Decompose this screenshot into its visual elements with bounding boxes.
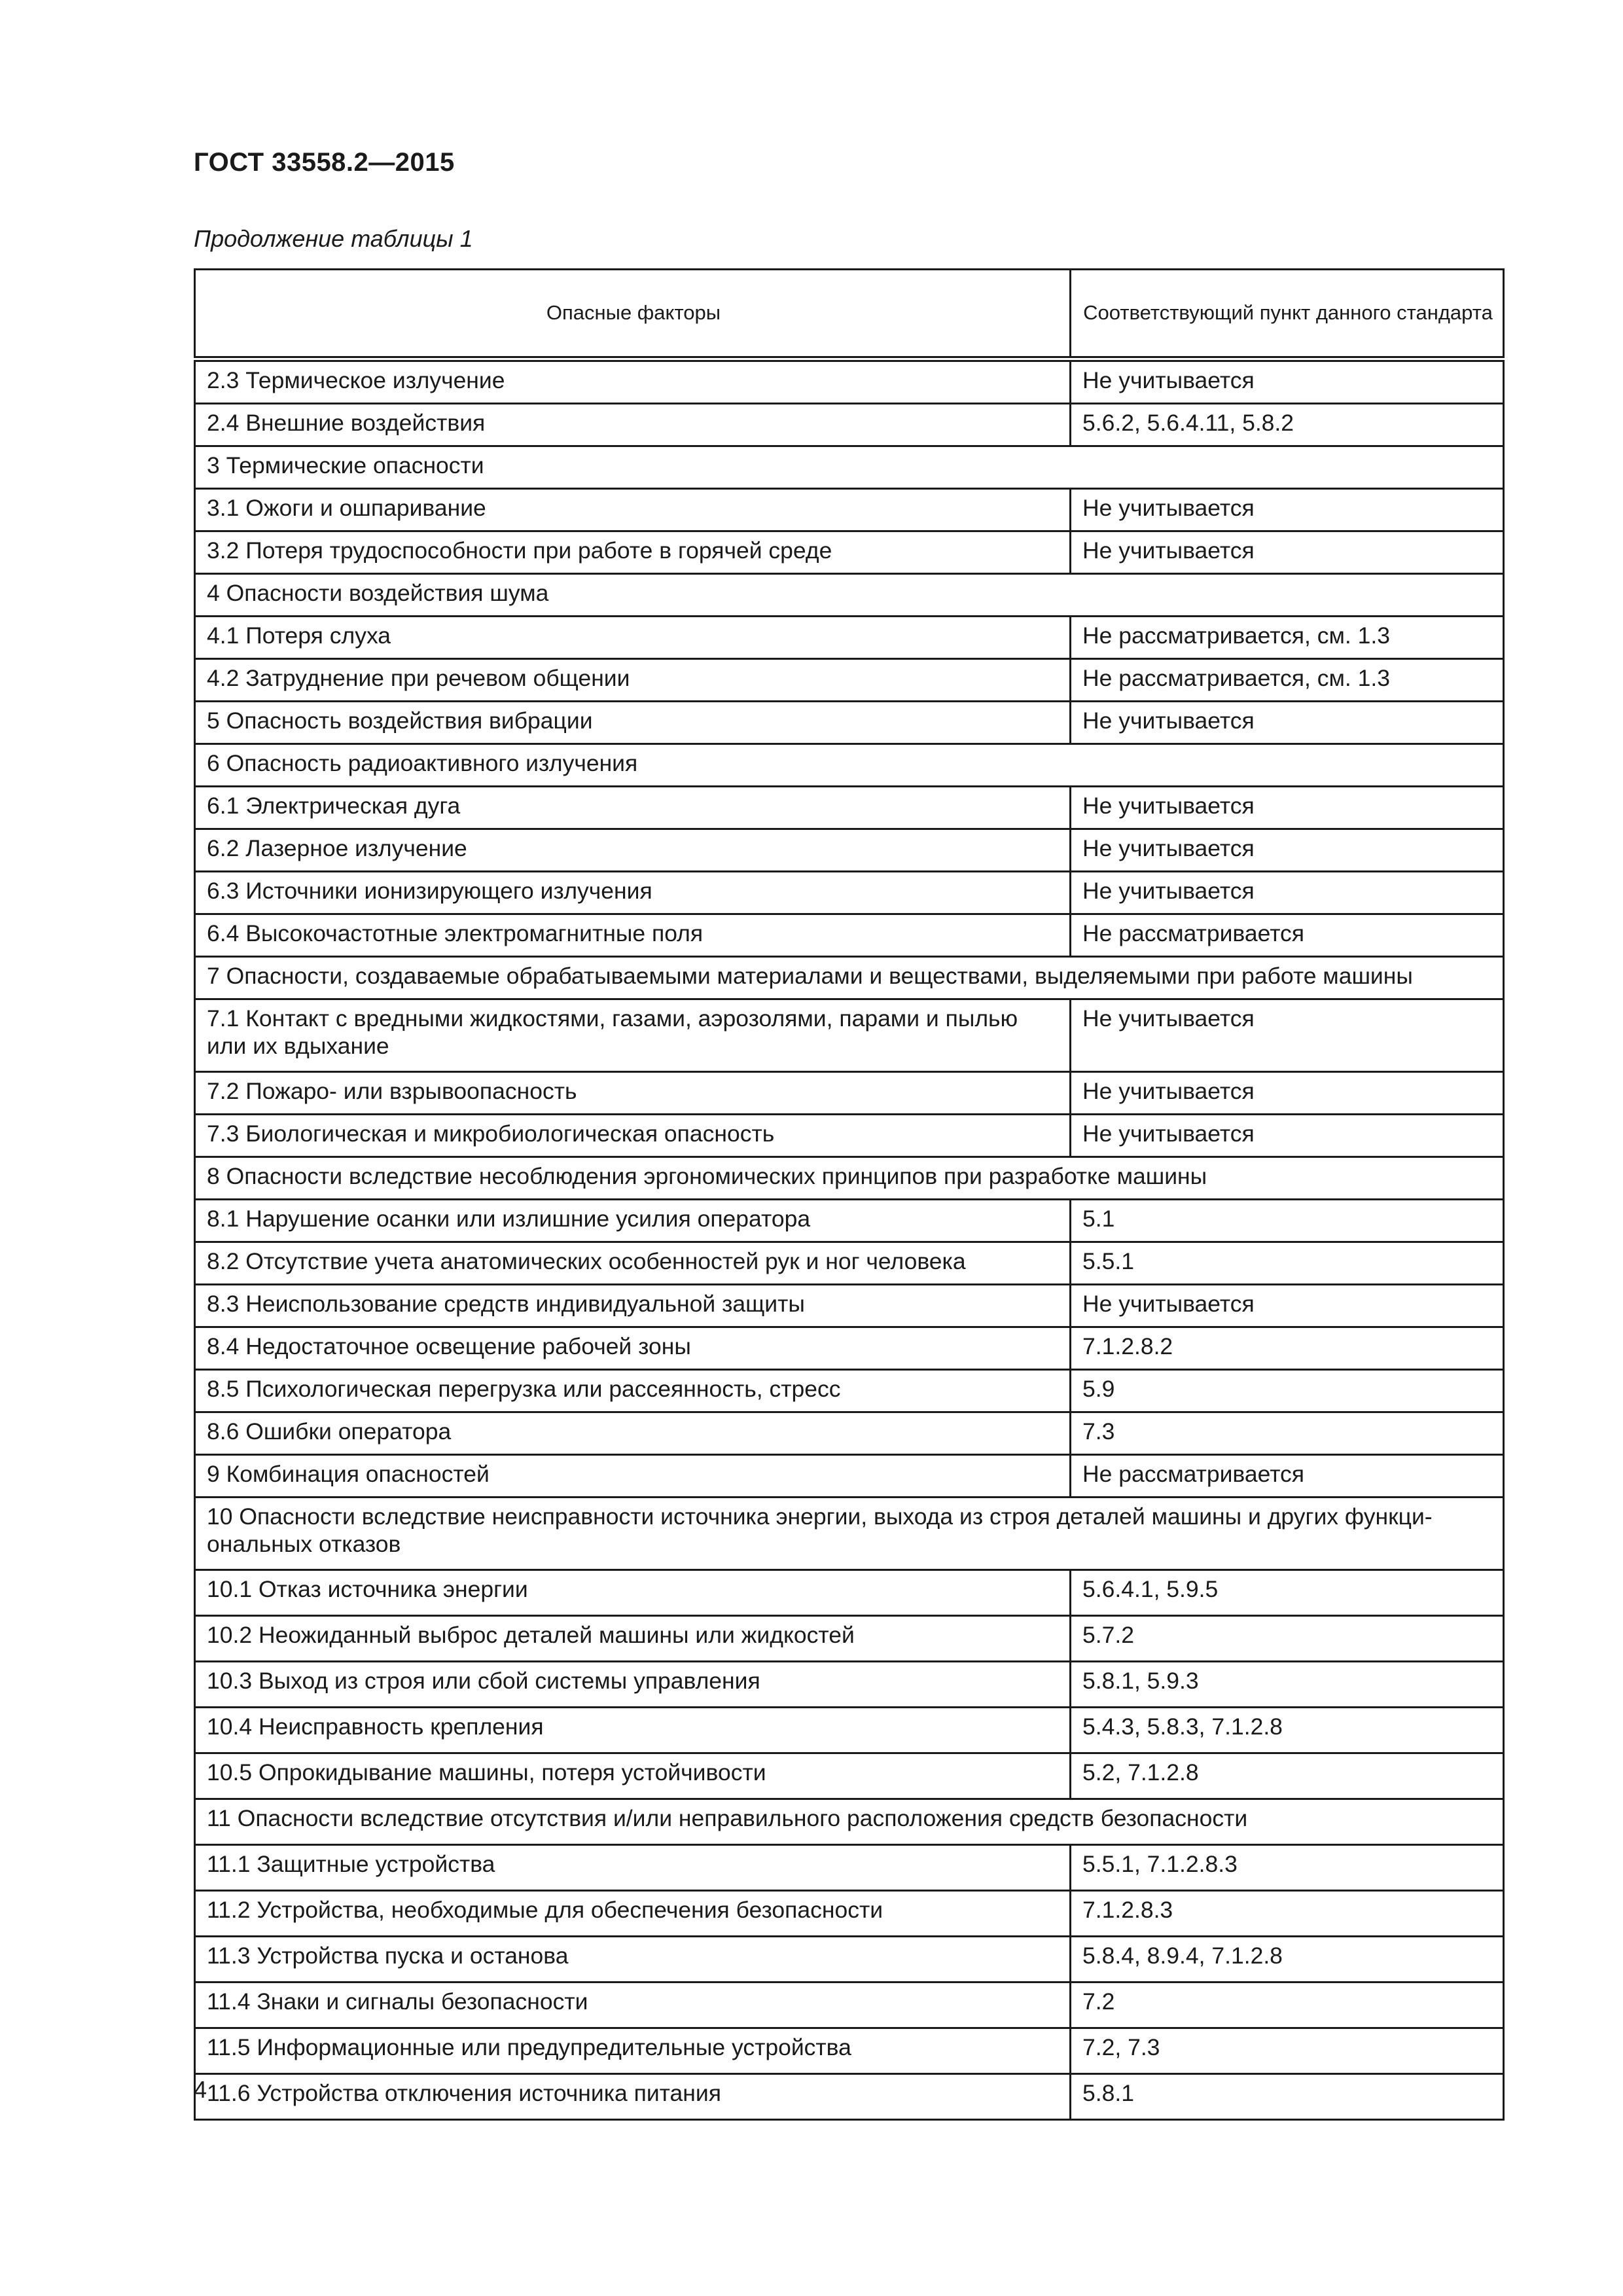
clause-cell: Не учитывается (1071, 489, 1504, 531)
column-header-clause: Соответствующий пункт данного стандарта (1071, 270, 1504, 359)
table-group-row (195, 1157, 1504, 1200)
clause-cell: 5.8.1 (1071, 2074, 1504, 2120)
clause-cell: 7.1.2.8.2 (1071, 1327, 1504, 1370)
table-row (195, 1708, 1504, 1753)
clause-cell: Не учитывается (1071, 872, 1504, 914)
table-row (195, 1662, 1504, 1708)
clause-cell: 5.5.1 (1071, 1242, 1504, 1285)
hazard-cell: 8.4 Недостаточное освещение рабочей зоны (195, 1327, 1071, 1370)
clause-cell: 7.2, 7.3 (1071, 2028, 1504, 2074)
clause-cell: 5.6.4.1, 5.9.5 (1071, 1570, 1504, 1616)
hazard-cell: 8.6 Ошибки оператора (195, 1412, 1071, 1455)
group-title-cell: 8 Опасности вследствие несоблюдения эргономических принципов при разработке машины (195, 1157, 1504, 1200)
table-group-row (195, 446, 1504, 489)
clause-cell: 5.6.2, 5.6.4.11, 5.8.2 (1071, 404, 1504, 446)
hazard-cell: 7.2 Пожаро- или взрывоопасность (195, 1072, 1071, 1115)
hazard-cell: 6.2 Лазерное излучение (195, 829, 1071, 872)
table-row (195, 702, 1504, 744)
table-row (195, 1200, 1504, 1242)
clause-cell: Не учитывается (1071, 1115, 1504, 1157)
hazard-cell: 10.4 Неисправность крепления (195, 1708, 1071, 1753)
group-title-cell: 4 Опасности воздействия шума (195, 574, 1504, 617)
table-row (195, 1242, 1504, 1285)
hazard-cell: 11.4 Знаки и сигналы безопасности (195, 1982, 1071, 2028)
clause-cell: Не учитывается (1071, 1072, 1504, 1115)
hazard-cell: 11.6 Устройства отключения источника питания (195, 2074, 1071, 2120)
hazard-cell: 8.3 Неиспользование средств индивидуальной защиты (195, 1285, 1071, 1327)
group-title-cell: 11 Опасности вследствие отсутствия и/или неправильного расположения средств безопасности (195, 1799, 1504, 1845)
hazard-cell: 2.3 Термическое излучение (195, 359, 1071, 404)
hazard-cell: 4.2 Затруднение при речевом общении (195, 659, 1071, 702)
hazard-cell: 8.1 Нарушение осанки или излишние усилия оператора (195, 1200, 1071, 1242)
table-row (195, 489, 1504, 531)
hazard-cell: 11.1 Защитные устройства (195, 1845, 1071, 1891)
table-caption: Продолжение таблицы 1 (194, 225, 473, 252)
clause-cell: 7.3 (1071, 1412, 1504, 1455)
table-row (195, 659, 1504, 702)
table-row (195, 1982, 1504, 2028)
table-group-row (195, 574, 1504, 617)
table-row (195, 829, 1504, 872)
table-group-row (195, 744, 1504, 787)
table-body (195, 359, 1504, 2120)
document-code: ГОСТ 33558.2—2015 (194, 148, 455, 177)
group-title-cell: 7 Опасности, создаваемые обрабатываемыми материалами и веществами, выделяемыми при работе машины (195, 957, 1504, 999)
table-row (195, 1370, 1504, 1412)
table-row (195, 1327, 1504, 1370)
hazard-cell: 11.3 Устройства пуска и останова (195, 1937, 1071, 1982)
table-group-row (195, 957, 1504, 999)
clause-cell: 5.1 (1071, 1200, 1504, 1242)
table-row (195, 1455, 1504, 1498)
table-row (195, 1753, 1504, 1799)
table-row (195, 1072, 1504, 1115)
clause-cell: 5.5.1, 7.1.2.8.3 (1071, 1845, 1504, 1891)
table-row (195, 1412, 1504, 1455)
hazards-table (194, 268, 1505, 2121)
hazard-cell: 8.5 Психологическая перегрузка или рассеянность, стресс (195, 1370, 1071, 1412)
table-row (195, 2028, 1504, 2074)
clause-cell: 5.2, 7.1.2.8 (1071, 1753, 1504, 1799)
clause-cell: Не учитывается (1071, 999, 1504, 1072)
table-row (195, 1891, 1504, 1937)
table-row (195, 359, 1504, 404)
clause-cell: 7.1.2.8.3 (1071, 1891, 1504, 1937)
page-number: 4 (194, 2076, 207, 2103)
clause-cell: Не рассматривается, см. 1.3 (1071, 617, 1504, 659)
hazard-cell: 10.2 Неожиданный выброс деталей машины или жидкостей (195, 1616, 1071, 1662)
clause-cell: 5.8.1, 5.9.3 (1071, 1662, 1504, 1708)
clause-cell: 7.2 (1071, 1982, 1504, 2028)
hazard-cell: 3.1 Ожоги и ошпаривание (195, 489, 1071, 531)
clause-cell: Не учитывается (1071, 702, 1504, 744)
hazard-cell: 6.3 Источники ионизирующего излучения (195, 872, 1071, 914)
hazard-cell: 3.2 Потеря трудоспособности при работе в горячей среде (195, 531, 1071, 574)
hazard-cell: 7.3 Биологическая и микробиологическая опасность (195, 1115, 1071, 1157)
clause-cell: Не учитывается (1071, 787, 1504, 829)
group-title-cell: 10 Опасности вследствие неисправности источника энергии, выхода из строя деталей машины и других функци-ональных отказов (195, 1498, 1504, 1570)
table-row (195, 1115, 1504, 1157)
hazard-cell: 6.4 Высокочастотные электромагнитные поля (195, 914, 1071, 957)
table-row (195, 872, 1504, 914)
table-row (195, 999, 1504, 1072)
hazard-cell: 4.1 Потеря слуха (195, 617, 1071, 659)
table-group-row (195, 1498, 1504, 1570)
hazard-cell: 5 Опасность воздействия вибрации (195, 702, 1071, 744)
clause-cell: Не рассматривается (1071, 914, 1504, 957)
hazard-cell: 11.2 Устройства, необходимые для обеспечения безопасности (195, 1891, 1071, 1937)
table-group-row (195, 1799, 1504, 1845)
table-row (195, 1845, 1504, 1891)
clause-cell: Не учитывается (1071, 829, 1504, 872)
column-header-hazards: Опасные факторы (195, 270, 1071, 359)
clause-cell: Не учитывается (1071, 359, 1504, 404)
clause-cell: 5.8.4, 8.9.4, 7.1.2.8 (1071, 1937, 1504, 1982)
table-row (195, 787, 1504, 829)
group-title-cell: 3 Термические опасности (195, 446, 1504, 489)
hazard-cell: 10.1 Отказ источника энергии (195, 1570, 1071, 1616)
hazard-cell: 6.1 Электрическая дуга (195, 787, 1071, 829)
table-row (195, 1285, 1504, 1327)
hazard-cell: 10.5 Опрокидывание машины, потеря устойчивости (195, 1753, 1071, 1799)
clause-cell: 5.7.2 (1071, 1616, 1504, 1662)
table-row (195, 914, 1504, 957)
table-header-row (195, 270, 1504, 359)
table-row (195, 1570, 1504, 1616)
group-title-cell: 6 Опасность радиоактивного излучения (195, 744, 1504, 787)
hazard-cell: 9 Комбинация опасностей (195, 1455, 1071, 1498)
table-row (195, 2074, 1504, 2120)
hazard-cell: 2.4 Внешние воздействия (195, 404, 1071, 446)
hazard-cell: 8.2 Отсутствие учета анатомических особенностей рук и ног человека (195, 1242, 1071, 1285)
table-row (195, 1937, 1504, 1982)
hazard-cell: 10.3 Выход из строя или сбой системы управления (195, 1662, 1071, 1708)
table-row (195, 1616, 1504, 1662)
clause-cell: Не учитывается (1071, 1285, 1504, 1327)
table-row (195, 404, 1504, 446)
hazard-cell: 7.1 Контакт с вредными жидкостями, газами, аэрозолями, парами и пылью или их вдыхание (195, 999, 1071, 1072)
clause-cell: 5.9 (1071, 1370, 1504, 1412)
hazard-cell: 11.5 Информационные или предупредительные устройства (195, 2028, 1071, 2074)
clause-cell: Не учитывается (1071, 531, 1504, 574)
clause-cell: Не рассматривается, см. 1.3 (1071, 659, 1504, 702)
clause-cell: Не рассматривается (1071, 1455, 1504, 1498)
table-row (195, 617, 1504, 659)
clause-cell: 5.4.3, 5.8.3, 7.1.2.8 (1071, 1708, 1504, 1753)
table-row (195, 531, 1504, 574)
